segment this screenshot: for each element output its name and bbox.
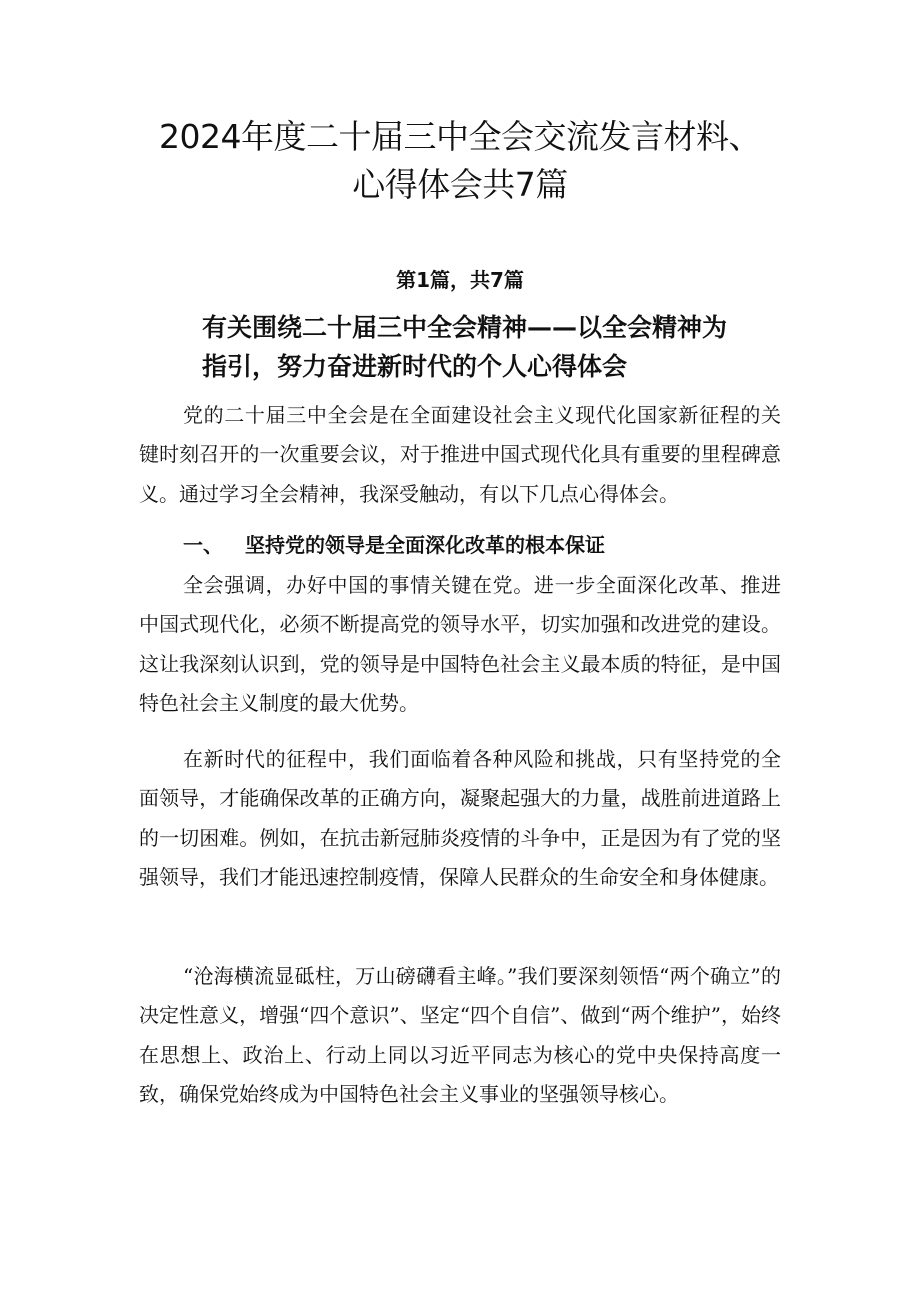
section-number: 一、 [183, 533, 223, 557]
article-title-line-2: 指引，努力奋进新时代的个人心得体会 [202, 352, 628, 381]
document-title-line-2: 心得体会共7篇 [352, 165, 568, 204]
article-title-line-1: 有关围绕二十届三中全会精神——以全会精神为 [202, 313, 728, 342]
section-paragraph-3: “沧海横流显砥柱，万山磅礴看主峰。”我们要深刻领悟“两个确立”的决定性意义，增强“四个意识”、坚定“四个自信”、做到“两个维护”，始终在思想上、政治上、行动上同以习近平同志为核心的党中央保持高度一致，确保党始终成为中国特色社会主义事业的坚强领导核心。 [139, 964, 781, 1107]
document-title-line-1: 2024年度二十届三中全会交流发言材料、 [159, 117, 761, 156]
section-heading [183, 529, 605, 561]
section-heading-text: 坚持党的领导是全面深化改革的根本保证 [245, 533, 605, 557]
part-label: 第1篇，共7篇 [396, 268, 524, 292]
section-paragraph-1: 全会强调，办好中国的事情关键在党。进一步全面深化改革、推进中国式现代化，必须不断提高党的领导水平，切实加强和改进党的建设。这让我深刻认识到，党的领导是中国特色社会主义最本质的特征，是中国特色社会主义制度的最大优势。 [139, 573, 781, 716]
intro-paragraph: 党的二十届三中全会是在全面建设社会主义现代化国家新征程的关键时刻召开的一次重要会议，对于推进中国式现代化具有重要的里程碑意义。通过学习全会精神，我深受触动，有以下几点心得体会。 [139, 403, 781, 506]
section-paragraph-2: 在新时代的征程中，我们面临着各种风险和挑战，只有坚持党的全面领导，才能确保改革的正确方向，凝聚起强大的力量，战胜前进道路上的一切困难。例如，在抗击新冠肺炎疫情的斗争中，正是因为有了党的坚强领导，我们才能迅速控制疫情，保障人民群众的生命安全和身体健康。 [139, 747, 781, 890]
